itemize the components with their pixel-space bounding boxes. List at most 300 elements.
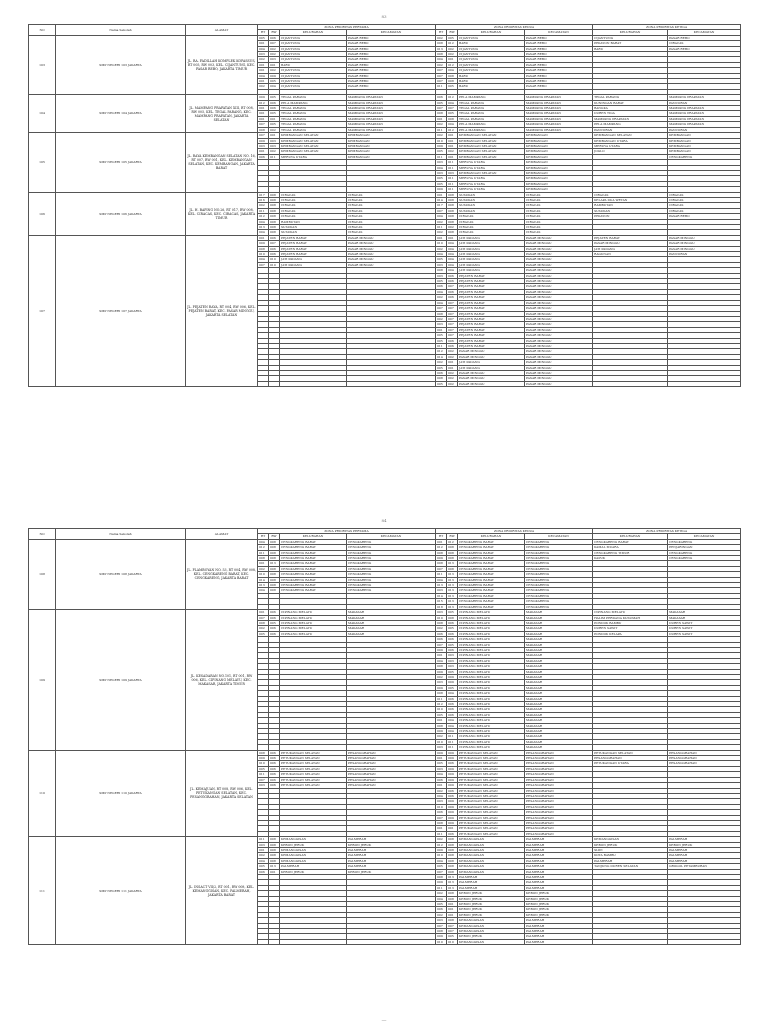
table-cell: 013 (447, 572, 458, 577)
table-cell: 007 (436, 642, 447, 647)
table-cell: KEBON JERUK (525, 896, 593, 901)
table-cell: 001 (447, 143, 458, 148)
table-cell: PALMERAH (347, 858, 436, 863)
table-cell: 005 (436, 279, 447, 284)
table-cell: 002 (436, 295, 447, 300)
table-cell: 006 (447, 788, 458, 793)
table-cell: MAKASAR (525, 669, 593, 674)
table-cell: 011 (436, 696, 447, 701)
table-cell: 009 (447, 766, 458, 771)
table-cell: DUREN SAWIT (593, 626, 668, 631)
table-cell: CENGKARENG BARAT (458, 556, 525, 561)
table-cell: 008 (269, 556, 280, 561)
table-cell: PALMERAH (525, 934, 593, 939)
table-cell: 004 (447, 729, 458, 734)
table-cell: 006 (447, 793, 458, 798)
table-cell: PESANGGRAHAN (525, 772, 593, 777)
table-cell: 003 (436, 766, 447, 771)
table-cell: 008 (447, 116, 458, 121)
table-cell: 002 (436, 788, 447, 793)
school-name: SMP NEGERI 103 JAKARTA (56, 35, 186, 94)
table-cell: PASAR MINGGU (347, 241, 436, 246)
table-cell: SUSUKAN (458, 208, 525, 213)
table-cell: PASAR REBO (347, 73, 436, 78)
table-cell: 005 (436, 338, 447, 343)
table-cell: 001 (447, 826, 458, 831)
table-cell: PANCORAN (593, 127, 668, 132)
table-cell: 007 (447, 327, 458, 332)
table-cell: KEBON JERUK (347, 869, 436, 874)
table-cell: PETUKANGAN SELATAN (458, 756, 525, 761)
table-cell: TEGAL PARANG (280, 111, 347, 116)
table-cell: CIPINANG MELAYU (458, 642, 525, 647)
table-cell: 005 (436, 761, 447, 766)
table-cell: 009 (436, 143, 447, 148)
table-cell: 004 (436, 300, 447, 305)
table-cell: 006 (447, 761, 458, 766)
table-cell: CENGKARENG BARAT (458, 550, 525, 555)
table-cell: MAKASAR (525, 691, 593, 696)
table-cell: PALMERAH (525, 875, 593, 880)
table-cell: CENGKARENG BARAT (458, 583, 525, 588)
table-cell: 008 (269, 853, 280, 858)
table-cell: JATI PADANG (458, 257, 525, 262)
table-cell: 002 (258, 626, 269, 631)
table-cell: 012 (258, 214, 269, 219)
table-cell: BARU (280, 62, 347, 67)
table-cell: MAMPANG PRAPATAN (668, 106, 741, 111)
table-cell: CENGKARENG (525, 572, 593, 577)
table-cell: 004 (258, 257, 269, 262)
header-rw: RW (447, 534, 458, 539)
table-cell: 008 (269, 219, 280, 224)
table-cell: 012 (447, 127, 458, 132)
table-cell: 002 (447, 381, 458, 386)
table-cell: 008 (436, 929, 447, 934)
table-cell: DUREN SAWIT (668, 620, 741, 625)
table-cell: 010 (436, 138, 447, 143)
table-cell: 002 (436, 62, 447, 67)
table-cell: 003 (436, 588, 447, 593)
table-cell: CENGKARENG BARAT (280, 550, 347, 555)
table-cell: CENGKARENG BARAT (280, 588, 347, 593)
table-cell: PESANGGRAHAN (347, 772, 436, 777)
table-cell: KOTA BAMBU (593, 853, 668, 858)
table-cell: 004 (447, 718, 458, 723)
table-cell: PESANGGRAHAN (525, 777, 593, 782)
school-number: 110 (29, 750, 56, 837)
table-cell: 012 (436, 702, 447, 707)
table-cell: PALMERAH (525, 918, 593, 923)
table-cell: PEJATEN BARAT (458, 295, 525, 300)
table-cell: 010 (436, 615, 447, 620)
table-cell: CIRACAS (525, 214, 593, 219)
table-cell: 013 (447, 885, 458, 890)
table-cell: PALMERAH (458, 880, 525, 885)
table-cell: PANCORAN (668, 252, 741, 257)
table-cell: CENGKARENG BARAT (280, 572, 347, 577)
table-cell: PASAR REBO (347, 46, 436, 51)
table-cell: 003 (269, 143, 280, 148)
table-cell: 001 (258, 116, 269, 121)
table-cell: 007 (436, 79, 447, 84)
table-cell: PALMERAH (668, 853, 741, 858)
table-cell: PALMERAH (347, 847, 436, 852)
table-cell: PASAR MINGGU (458, 376, 525, 381)
table-cell: PALMERAH (668, 837, 741, 842)
table-cell: 008 (447, 208, 458, 213)
table-cell: 014 (436, 197, 447, 202)
table-cell: 008 (447, 197, 458, 202)
table-cell: CIPINANG MELAYU (458, 702, 525, 707)
header-zone-2: ZONA PRIORITAS KEDUA (436, 529, 593, 534)
table-cell: 014 (258, 577, 269, 582)
table-cell: KEMANGGISAN (458, 858, 525, 863)
school-address: JL. RAYA KEMBANGAN SELATAN NO. 16, RT 007, RW 001, KEL. KEMBANGAN SELATAN, KEC. KEMBANGAN, JAKARTA BARAT (186, 133, 258, 192)
table-cell: 001 (447, 154, 458, 159)
table-cell: PASAR MINGGU (347, 246, 436, 251)
table-cell: 005 (447, 934, 458, 939)
table-cell: 008 (269, 203, 280, 208)
table-cell: 003 (436, 322, 447, 327)
table-cell: KEMBANGAN SELATAN (280, 143, 347, 148)
table-cell: 004 (436, 896, 447, 901)
header-address: ALAMAT (186, 25, 258, 36)
table-cell: 008 (269, 197, 280, 202)
table-cell: PESANGGRAHAN (347, 777, 436, 782)
table-cell: 002 (436, 912, 447, 917)
table-cell: PETUKANGAN SELATAN (458, 820, 525, 825)
table-cell: 003 (436, 170, 447, 175)
table-cell: CENGKARENG (525, 588, 593, 593)
table-cell: 004 (447, 262, 458, 267)
table-cell: PELA MAMPANG (458, 127, 525, 132)
table-cell: 013 (258, 225, 269, 230)
table-cell: CIPINANG MELAYU (458, 674, 525, 679)
table-cell: PASAR REBO (347, 52, 436, 57)
table-cell: CENGKARENG BARAT (458, 593, 525, 598)
table-cell: 006 (447, 343, 458, 348)
table-cell: MAMPANG PRAPATAN (593, 116, 668, 121)
table-cell: PASAR MINGGU (347, 252, 436, 257)
table-cell: CENGKARENG BARAT (458, 566, 525, 571)
table-cell: MAMPANG PRAPATAN (525, 106, 593, 111)
table-cell: MERUYA UTARA (458, 160, 525, 165)
table-cell: 009 (447, 772, 458, 777)
table-cell: 009 (436, 669, 447, 674)
table-cell: PASAR MINGGU (347, 257, 436, 262)
table-cell: 005 (436, 712, 447, 717)
table-cell: 010 (436, 853, 447, 858)
table-cell: 002 (447, 52, 458, 57)
table-cell: 008 (436, 376, 447, 381)
table-cell: CIPINANG MELAYU (458, 653, 525, 658)
table-cell: 002 (436, 122, 447, 127)
table-cell: 004 (269, 84, 280, 89)
table-cell: 004 (447, 122, 458, 127)
header-kelurahan: KELURAHAN (593, 30, 668, 35)
table-cell: PALMERAH (525, 929, 593, 934)
table-cell: 005 (436, 864, 447, 869)
table-cell: 002 (269, 68, 280, 73)
table-cell: 006 (447, 338, 458, 343)
table-cell: PESANGGRAHAN (525, 826, 593, 831)
table-cell: 004 (447, 252, 458, 257)
table-cell: 011 (447, 181, 458, 186)
table-cell: MAKASAR (525, 674, 593, 679)
table-cell: 004 (436, 772, 447, 777)
table-cell: TEGAL PARANG (280, 95, 347, 100)
table-cell: CIPINANG MELAYU (458, 647, 525, 652)
table-cell: PASAR MINGGU (593, 241, 668, 246)
table-cell: PETUKANGAN SELATAN (458, 815, 525, 820)
table-cell: PEJATEN BARAT (458, 316, 525, 321)
table-cell: RAMBUTAN (593, 203, 668, 208)
table-cell: 011 (447, 745, 458, 750)
table-cell: 001 (258, 79, 269, 84)
table-cell: PALMERAH (347, 837, 436, 842)
school-name: SMP NEGERI 109 JAKARTA (56, 610, 186, 751)
table-cell: 006 (269, 35, 280, 40)
table-cell: MAMPANG PRAPATAN (525, 116, 593, 121)
table-cell: 012 (447, 539, 458, 544)
table-cell: 009 (436, 647, 447, 652)
table-cell: 011 (436, 572, 447, 577)
table-cell: 006 (258, 154, 269, 159)
table-cell: 004 (447, 691, 458, 696)
table-cell: 008 (447, 219, 458, 224)
table-cell: MAMPANG PRAPATAN (525, 122, 593, 127)
table-cell: PEKAYON BARAT (593, 41, 668, 46)
table-cell: CIPINANG MELAYU (458, 610, 525, 615)
table-cell: 003 (436, 745, 447, 750)
table-cell: 001 (258, 68, 269, 73)
table-cell: PASAR MINGGU (525, 306, 593, 311)
table-cell: PALMERAH (458, 875, 525, 880)
table-cell: CIRACAS (347, 230, 436, 235)
header-rw: RW (269, 534, 280, 539)
table-cell: CENGKARENG (525, 566, 593, 571)
header-kecamatan: KECAMATAN (668, 30, 741, 35)
table-cell: PETUKANGAN SELATAN (458, 831, 525, 836)
table-cell: KEMBANGAN SELATAN (458, 154, 525, 159)
table-cell: MAMPANG PRAPATAN (525, 95, 593, 100)
table-cell: 005 (447, 669, 458, 674)
table-cell: 014 (436, 593, 447, 598)
table-cell: 006 (269, 766, 280, 771)
table-cell: 008 (447, 858, 458, 863)
table-cell: MAKASAR (525, 658, 593, 663)
table-cell: 008 (258, 556, 269, 561)
table-cell: CIRACAS (347, 192, 436, 197)
table-cell: 010 (258, 572, 269, 577)
table-cell: CENGKARENG (668, 154, 741, 159)
table-cell: CIRACAS (668, 41, 741, 46)
table-cell: KEMBANGAN UTARA (593, 138, 668, 143)
table-cell: KAMAL MUARA (593, 545, 668, 550)
table-cell: 008 (447, 550, 458, 555)
header-zone-1: ZONA PRIORITAS PERTAMA (258, 25, 436, 30)
table-cell: 004 (447, 241, 458, 246)
table-cell: 009 (436, 187, 447, 192)
table-cell: 007 (269, 41, 280, 46)
table-cell: PALMERAH (525, 864, 593, 869)
table-cell: 009 (447, 804, 458, 809)
header-kelurahan: KELURAHAN (593, 534, 668, 539)
table-cell: KEMBANGAN SELATAN (280, 133, 347, 138)
table-cell: 011 (258, 208, 269, 213)
table-cell: 009 (447, 799, 458, 804)
table-cell: KELAPA DUA WETAN (593, 197, 668, 202)
table-cell: 011 (436, 831, 447, 836)
table-cell: PESANGGRAHAN (347, 756, 436, 761)
table-cell: PESANGGRAHAN (347, 783, 436, 788)
table-cell: 003 (436, 273, 447, 278)
table-cell: 001 (269, 62, 280, 67)
table-cell: KEMBANGAN (525, 133, 593, 138)
table-cell: 008 (447, 214, 458, 219)
table-cell: TEGAL PARANG (593, 95, 668, 100)
table-cell: CENGKARENG (347, 550, 436, 555)
table-cell: 013 (447, 593, 458, 598)
school-address: JL. KEMAJUAN, RT 008, RW 006, KEL. PETUKANGAN SELATAN, KEC. PESANGGRAHAN, JAKARTA SELATAN (186, 750, 258, 837)
table-cell: PALMERAH (458, 885, 525, 890)
table-cell: 003 (436, 680, 447, 685)
table-cell: KEMBANGAN (525, 143, 593, 148)
table-cell: PALMERAH (525, 923, 593, 928)
table-cell: KEMBANGAN SELATAN (458, 133, 525, 138)
table-cell: 008 (447, 79, 458, 84)
table-cell: RAMBUTAN (280, 219, 347, 224)
table-cell: MAKASAR (525, 734, 593, 739)
table-cell: PETUKANGAN SELATAN (280, 772, 347, 777)
table-cell: MERUYA UTARA (458, 181, 525, 186)
table-cell: PETUKANGAN SELATAN (458, 772, 525, 777)
table-cell: 001 (447, 133, 458, 138)
table-cell: KEMANGGISAN (280, 858, 347, 863)
table-cell: 007 (436, 208, 447, 213)
table-cell: KEBON JERUK (668, 842, 741, 847)
table-cell: 003 (269, 57, 280, 62)
table-cell: CIRACAS (593, 192, 668, 197)
school-address: JL. INSACT VII/2, RT 001, RW 008, KEL. KEMANGGISAN, KEC. PALMERAH, JAKARTA BARAT (186, 837, 258, 945)
table-cell: CIPINANG MELAYU (458, 664, 525, 669)
table-cell: KEMANGGISAN (458, 853, 525, 858)
table-cell: 008 (447, 847, 458, 852)
table-cell: CIJANTUNG (280, 46, 347, 51)
table-cell: 007 (447, 300, 458, 305)
zoning-table (28, 24, 741, 387)
table-cell: 008 (447, 842, 458, 847)
table-cell: CENGKARENG (525, 545, 593, 550)
table-cell: PETUKANGAN SELATAN (458, 761, 525, 766)
table-cell: PASAR MINGGU (668, 246, 741, 251)
table-cell: JATI PADANG (458, 246, 525, 251)
table-cell: KEBON JERUK (458, 934, 525, 939)
table-cell: PASAR REBO (347, 41, 436, 46)
table-cell: 008 (436, 52, 447, 57)
table-cell: 007 (436, 815, 447, 820)
header-kelurahan: KELURAHAN (280, 30, 347, 35)
table-cell: 012 (436, 349, 447, 354)
table-cell: 001 (258, 62, 269, 67)
table-cell: PETUKANGAN SELATAN (458, 799, 525, 804)
table-cell: 002 (436, 219, 447, 224)
table-cell: PESANGGRAHAN (525, 799, 593, 804)
table-cell: 008 (258, 127, 269, 132)
table-cell: 009 (436, 880, 447, 885)
table-cell: 009 (436, 729, 447, 734)
table-cell: KEMBANGAN (525, 187, 593, 192)
table-cell (668, 939, 741, 944)
table-cell: 008 (447, 192, 458, 197)
table-cell: KEMBANGAN (525, 165, 593, 170)
table-cell: KEMBANGAN (668, 143, 741, 148)
table-cell: CENGKARENG BARAT (280, 545, 347, 550)
table-cell: 003 (258, 842, 269, 847)
table-cell: 006 (436, 777, 447, 782)
table-cell: 006 (269, 235, 280, 240)
table-cell: CENGKARENG BARAT (280, 556, 347, 561)
table-cell: 008 (269, 858, 280, 863)
table-cell: 008 (269, 192, 280, 197)
table-cell: 011 (447, 739, 458, 744)
table-cell: 007 (447, 106, 458, 111)
table-cell: 009 (447, 750, 458, 755)
table-cell: 001 (436, 826, 447, 831)
table-cell: 006 (269, 615, 280, 620)
table-cell: 002 (436, 230, 447, 235)
table-cell: PESANGGRAHAN (525, 810, 593, 815)
table-cell: MAKASAR (525, 718, 593, 723)
table-cell: CIRACAS (668, 192, 741, 197)
table-cell: 006 (269, 631, 280, 636)
table-cell: 006 (447, 295, 458, 300)
table-cell: 001 (436, 235, 447, 240)
table-cell: 004 (447, 68, 458, 73)
table-cell: KEMBANGAN SELATAN (458, 143, 525, 148)
table-cell: 006 (436, 637, 447, 642)
school-name: SMP NEGERI 111 JAKARTA (56, 837, 186, 945)
table-cell: CIRACAS (280, 203, 347, 208)
table-cell: PASAR MINGGU (525, 322, 593, 327)
table-cell: CIRACAS (458, 225, 525, 230)
school-number: 104 (29, 95, 56, 133)
table-cell: 001 (258, 41, 269, 46)
table-cell: 008 (269, 847, 280, 852)
table-cell: PESANGGRAHAN (525, 756, 593, 761)
table-cell: 001 (436, 718, 447, 723)
table-cell: PASAR MINGGU (458, 354, 525, 359)
table-cell: 007 (258, 133, 269, 138)
table-cell: CIRACAS (525, 219, 593, 224)
table-cell: PESANGGRAHAN (347, 761, 436, 766)
table-cell: 002 (447, 354, 458, 359)
table-cell: 006 (447, 707, 458, 712)
table-cell: 002 (436, 626, 447, 631)
table-cell: 009 (436, 685, 447, 690)
table-cell: KEBON JERUK (280, 869, 347, 874)
table-cell: KEMBANGAN (347, 133, 436, 138)
table-cell: PASAR REBO (347, 79, 436, 84)
table-cell: 017 (258, 192, 269, 197)
table-cell: MAMPANG PRAPATAN (668, 116, 741, 121)
table-cell: 010 (258, 252, 269, 257)
table-cell: 004 (436, 214, 447, 219)
table-cell: 009 (447, 680, 458, 685)
table-cell: 005 (447, 642, 458, 647)
table-cell: MAKASAR (525, 647, 593, 652)
